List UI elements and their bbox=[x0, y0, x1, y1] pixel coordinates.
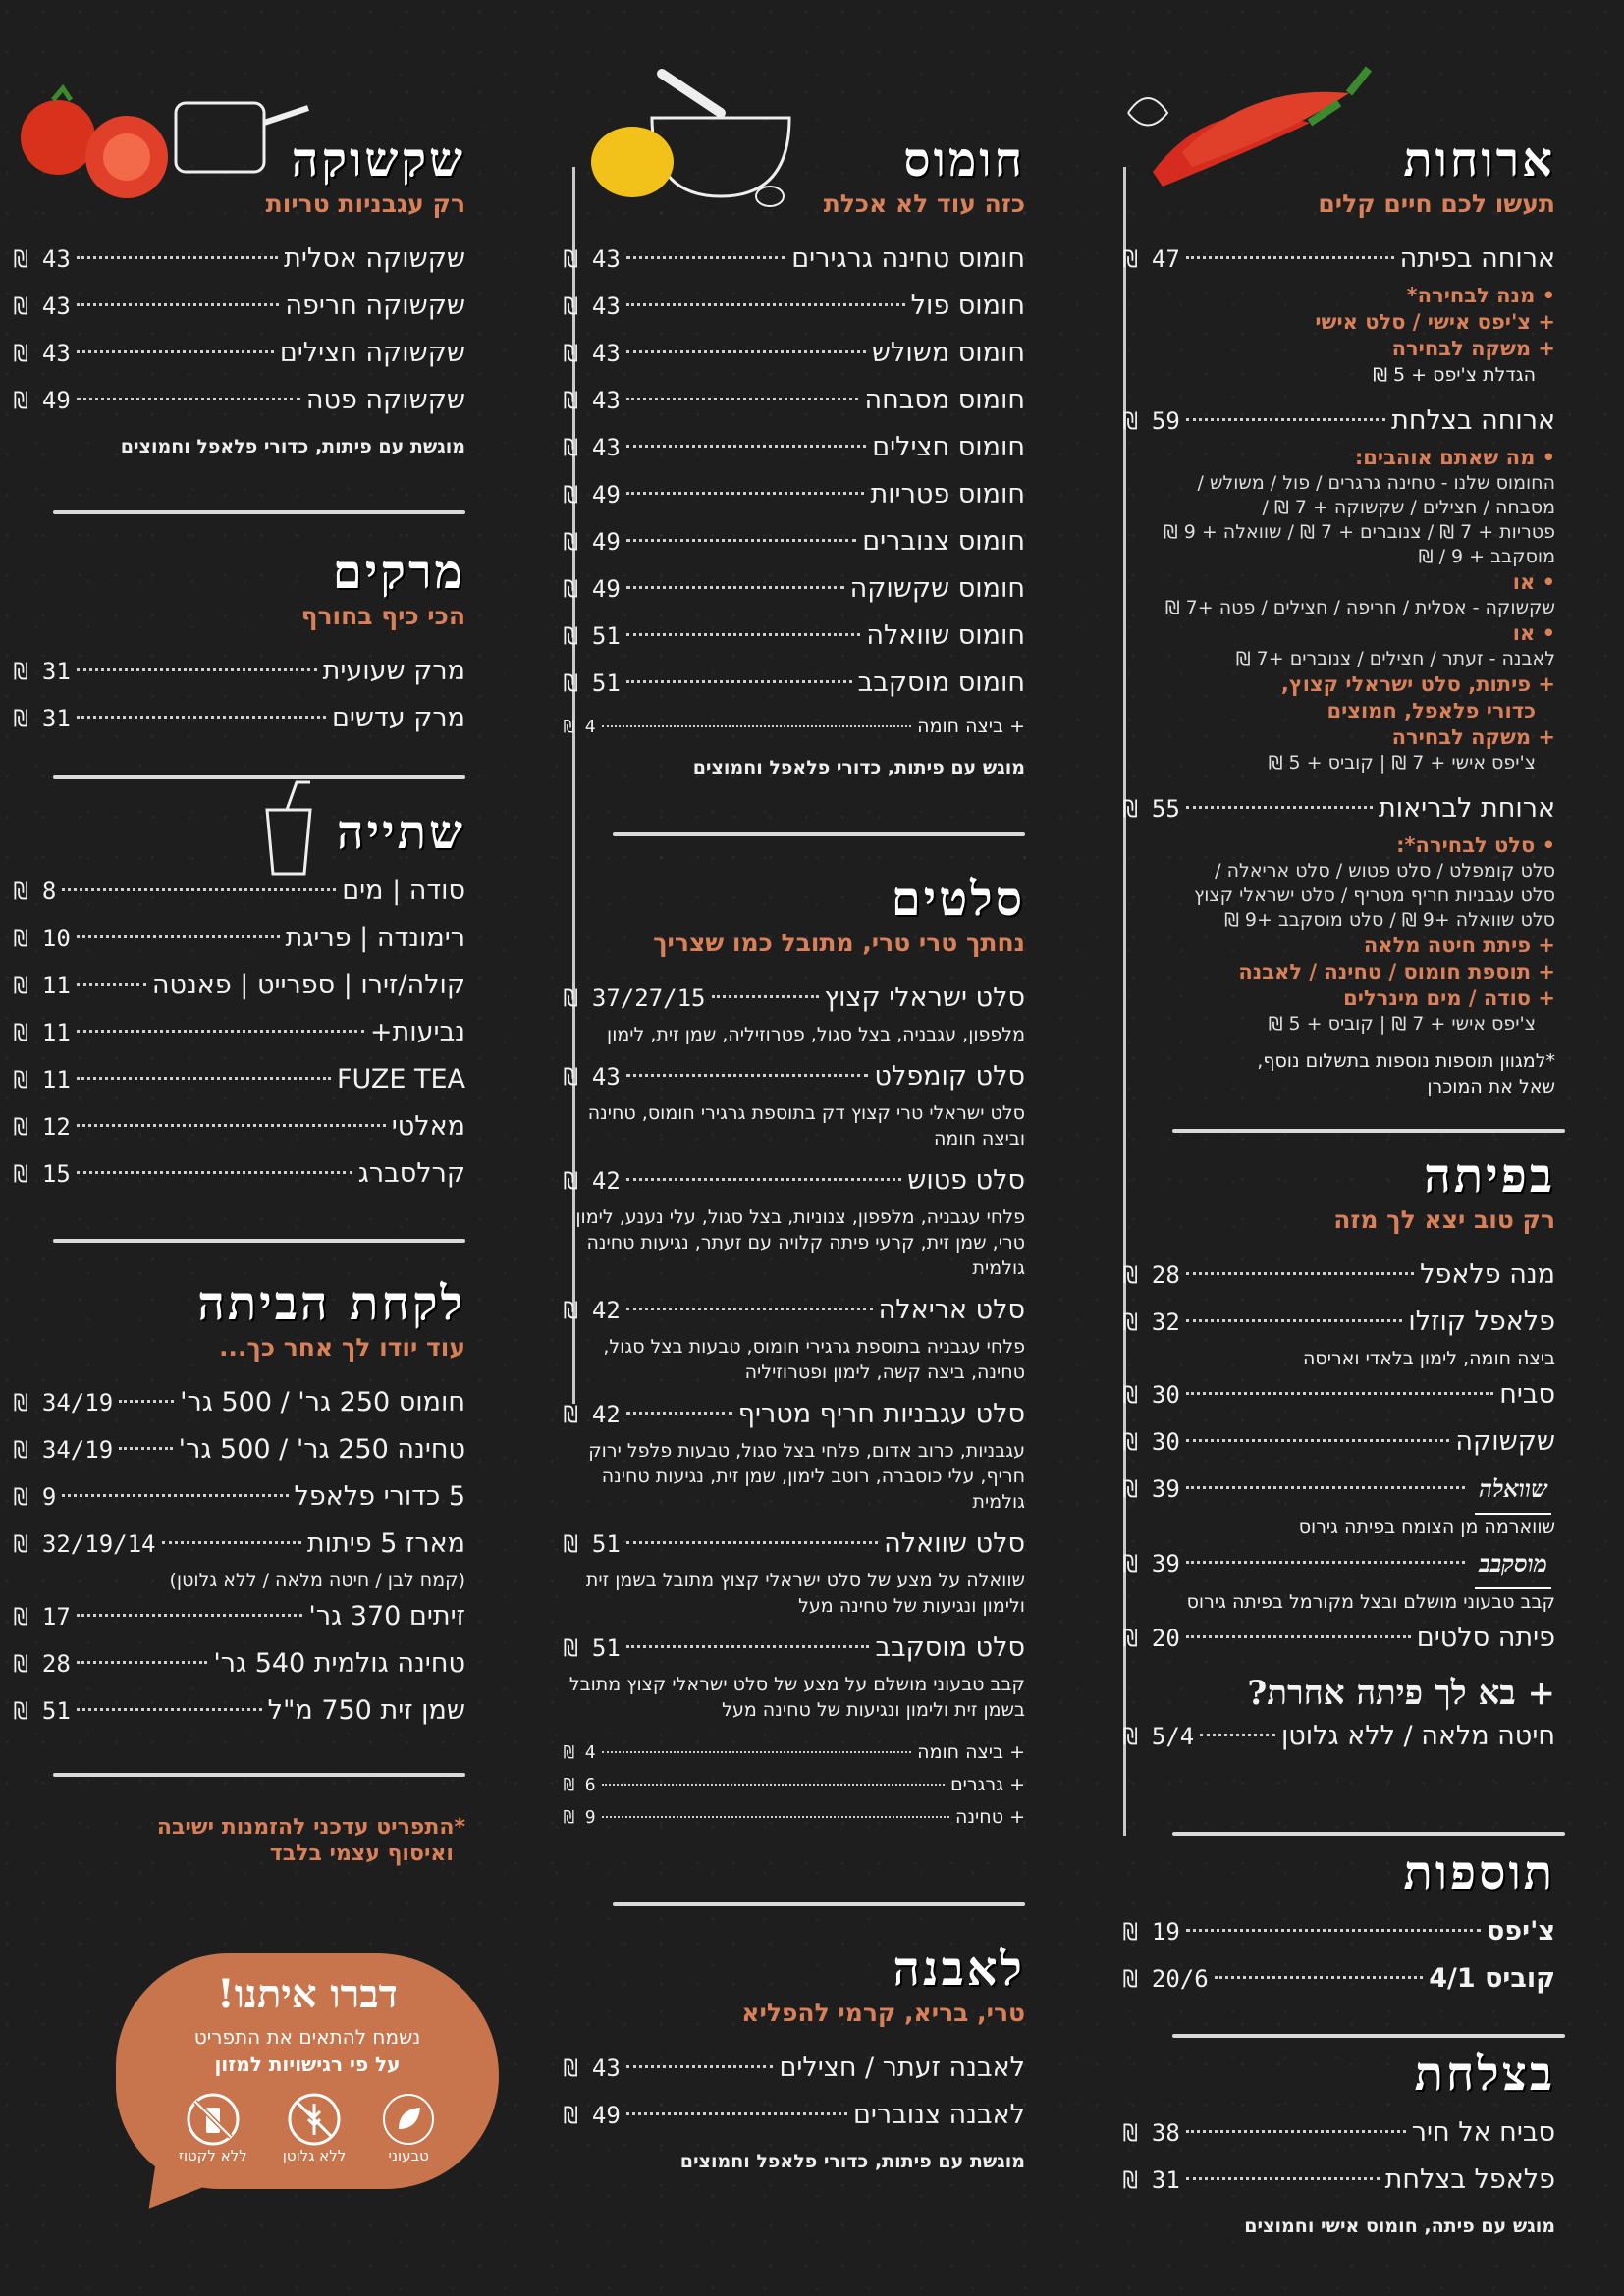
salads-section bbox=[564, 872, 1025, 1834]
item-name: חומוס טחינה גרגירים bbox=[791, 243, 1025, 274]
item-price: 49 ₪ bbox=[564, 528, 621, 556]
item-price: 43 ₪ bbox=[564, 434, 621, 461]
item-name: שקשוקה חריפה bbox=[285, 291, 465, 321]
item-price: 49 ₪ bbox=[564, 575, 621, 603]
item-name: ארוחה בפיתה bbox=[1399, 243, 1555, 274]
menu-item[interactable] bbox=[14, 1426, 465, 1473]
menu-item[interactable] bbox=[1123, 2109, 1555, 2157]
item-note: קבב טבעוני מושלם ובצל מקורמל בפיתה גירוס bbox=[1186, 1591, 1555, 1613]
item-name: + גרגרים bbox=[950, 1774, 1025, 1795]
menu-item[interactable] bbox=[14, 648, 465, 695]
menu-item[interactable] bbox=[14, 962, 465, 1009]
item-name: חומוס פול bbox=[910, 291, 1025, 321]
labane-title: לאבנה bbox=[893, 1942, 1025, 1997]
meal-option: + תוספת חומוס / טחינה / לאבנה bbox=[1238, 960, 1555, 984]
menu-item[interactable] bbox=[14, 868, 465, 915]
item-price: 19 ₪ bbox=[1123, 1918, 1180, 1946]
divider bbox=[53, 510, 465, 514]
labane-note: מוגשת עם פיתות, כדורי פלאפל וחמוצים bbox=[679, 2151, 1025, 2172]
menu-item[interactable] bbox=[564, 424, 1025, 471]
menu-item[interactable] bbox=[14, 1150, 465, 1198]
item-price: 9 ₪ bbox=[564, 1807, 596, 1828]
addon-item[interactable] bbox=[564, 707, 1025, 747]
menu-item[interactable] bbox=[564, 1391, 1025, 1438]
item-name: רימונדה | פריגת bbox=[285, 923, 465, 953]
item-name: ארוחת לבריאות bbox=[1379, 793, 1555, 824]
item-price: 39 ₪ bbox=[1123, 1550, 1180, 1577]
item-price: 43 ₪ bbox=[564, 387, 621, 414]
item-name: שמן זית 750 מ"ל bbox=[267, 1695, 465, 1726]
item-price: 11 ₪ bbox=[14, 1019, 71, 1046]
item-note: ביצה חומה, לימון בלאדי ואריסה bbox=[1302, 1348, 1555, 1369]
divider bbox=[613, 832, 1025, 836]
badge-label: טבעוני bbox=[388, 2147, 429, 2164]
menu-item[interactable] bbox=[14, 915, 465, 962]
item-name: חומוס שוואלה bbox=[866, 620, 1025, 651]
shakshuka-title: שקשוקה bbox=[291, 133, 465, 187]
footnote-line: *התפריט עדכני להזמנות ישיבה bbox=[156, 1815, 465, 1840]
item-price: 42 ₪ bbox=[564, 1401, 621, 1428]
meal-option: • או bbox=[1512, 621, 1555, 645]
item-price: 43 ₪ bbox=[564, 2055, 621, 2082]
item-price: 11 ₪ bbox=[14, 972, 71, 999]
item-name: מאלטי bbox=[391, 1111, 465, 1142]
item-price: 38 ₪ bbox=[1123, 2119, 1180, 2147]
item-name: + ביצה חומה bbox=[917, 716, 1025, 737]
item-name: פיתה סלטים bbox=[1416, 1623, 1555, 1653]
item-price: 31 ₪ bbox=[1123, 2166, 1180, 2194]
item-name: שקשוקה אסלית bbox=[284, 243, 465, 274]
meal-option: • או bbox=[1512, 570, 1555, 594]
meals-footnote: *למגוון תוספות נוספות בתשלום נוסף, שאל את המוכרן bbox=[1257, 1050, 1555, 1097]
item-price: 4 ₪ bbox=[564, 717, 596, 737]
menu-item[interactable] bbox=[1123, 1908, 1555, 1955]
divider bbox=[1172, 1129, 1565, 1133]
menu-item[interactable] bbox=[564, 613, 1025, 660]
gluten-free-badge bbox=[283, 2092, 346, 2164]
salads-title: סלטים bbox=[891, 872, 1025, 927]
item-name: סודה | מים bbox=[342, 876, 465, 906]
item-name: פלאפל קוזלו bbox=[1408, 1307, 1555, 1337]
item-name: סלט מוסקבב bbox=[875, 1632, 1025, 1663]
item-name: סלט אריאלה bbox=[878, 1295, 1025, 1325]
badge-label: ללא לקטוז bbox=[178, 2147, 247, 2164]
item-price: 32/19/14 ₪ bbox=[14, 1530, 156, 1558]
item-desc: קבב טבעוני מושלם על מצע של סלט ישראלי קצוץ מתובל בשמן זית ולימון ונגיעות של טחינה מעל bbox=[568, 1674, 1025, 1721]
drinks-title: שתייה bbox=[336, 805, 465, 860]
item-price: 30 ₪ bbox=[1123, 1381, 1180, 1409]
item-price: 10 ₪ bbox=[14, 925, 71, 952]
menu-item[interactable] bbox=[564, 236, 1025, 283]
menu-item[interactable] bbox=[1123, 1713, 1555, 1760]
item-price: 49 ₪ bbox=[564, 2102, 621, 2129]
divider bbox=[1172, 2034, 1565, 2038]
menu-item[interactable] bbox=[564, 330, 1025, 377]
item-name: חומוס מסבחה bbox=[864, 385, 1025, 415]
menu-item[interactable] bbox=[14, 1593, 465, 1640]
shakshuka-subtitle: רק עגבניות טריות bbox=[265, 189, 465, 218]
menu-item[interactable] bbox=[14, 377, 465, 424]
item-price: 34/19 ₪ bbox=[14, 1389, 114, 1416]
item-price: 30 ₪ bbox=[1123, 1428, 1180, 1456]
item-name: חומוס חצילים bbox=[872, 432, 1025, 462]
menu-item[interactable] bbox=[1123, 236, 1555, 283]
item-name: FUZE TEA bbox=[337, 1064, 465, 1095]
badge-label: ללא גלוטן bbox=[282, 2147, 347, 2164]
item-price: 43 ₪ bbox=[14, 340, 71, 367]
labane-section bbox=[564, 1942, 1025, 2174]
meal-option: + פיתות, סלט ישראלי קצוץ, bbox=[1280, 672, 1555, 696]
meal-line: פטריות + 7 ₪ / צנוברים + 7 ₪ / שוואלה + 9 ₪ bbox=[1163, 521, 1555, 543]
divider bbox=[53, 775, 465, 779]
soups-subtitle: הכי כיף בחורף bbox=[300, 602, 465, 630]
menu-item[interactable] bbox=[564, 565, 1025, 613]
menu-item[interactable] bbox=[14, 1687, 465, 1735]
item-name: שקשוקה חצילים bbox=[279, 338, 465, 368]
shakshuka-section bbox=[14, 133, 465, 459]
item-name: חומוס מוסקבב bbox=[857, 667, 1025, 698]
item-price: 20 ₪ bbox=[1123, 1625, 1180, 1652]
meal-option: • מנה לבחירה* bbox=[1406, 284, 1555, 307]
item-name: סלט ישראלי קצוץ bbox=[824, 983, 1025, 1013]
item-name: מוסקבב bbox=[1475, 1540, 1551, 1589]
item-name: חומוס שקשוקה bbox=[849, 573, 1025, 604]
item-name: מארז 5 פיתות bbox=[306, 1528, 465, 1559]
pita-subtitle: רק טוב יצא לך מזה bbox=[1333, 1205, 1555, 1234]
hummus-title: חומוס bbox=[903, 133, 1025, 187]
item-name: צ'יפס bbox=[1487, 1916, 1555, 1947]
divider bbox=[613, 1902, 1025, 1906]
item-desc: עגבניות, כרוב אדום, פלחי בצל סגול, טבעות פלפל ירוק חריף, עלי כוסברה, רוטב לימון, שמן זית, נגיעות טחינה גולמית bbox=[588, 1440, 1025, 1513]
extras-section bbox=[1123, 1845, 1555, 2002]
item-price: 55 ₪ bbox=[1123, 795, 1180, 823]
item-name: סלט פטוש bbox=[907, 1165, 1025, 1196]
item-desc: סלט ישראלי טרי קצוץ דק בתוספת גרגירי חומוס, טחינה וביצה חומה bbox=[587, 1102, 1025, 1149]
item-price: 6 ₪ bbox=[564, 1775, 596, 1795]
meal-option: + סודה / מים מינרלים bbox=[1343, 987, 1555, 1010]
meal-line: מסבחה / חצילים / שקשוקה + 7 ₪ / bbox=[1262, 497, 1555, 518]
item-price: 37/27/15 ₪ bbox=[564, 985, 706, 1012]
bubble-title: דברו איתנו! bbox=[217, 1971, 398, 2017]
item-price: 15 ₪ bbox=[14, 1160, 71, 1188]
takehome-subtitle: עוד יודו לך אחר כך... bbox=[218, 1333, 465, 1362]
extras-title: תוספות bbox=[1403, 1845, 1555, 1900]
menu-item[interactable] bbox=[564, 518, 1025, 565]
menu-item[interactable] bbox=[14, 1009, 465, 1056]
item-price: 43 ₪ bbox=[564, 340, 621, 367]
item-price: 51 ₪ bbox=[564, 1634, 621, 1662]
item-price: 12 ₪ bbox=[14, 1113, 71, 1141]
meal-line: לאבנה - זעתר / חצילים / צנוברים +7 ₪ bbox=[1235, 648, 1555, 669]
item-name: סביח bbox=[1499, 1379, 1555, 1410]
vegan-badge bbox=[381, 2092, 436, 2164]
item-price: 9 ₪ bbox=[14, 1483, 57, 1511]
menu-item[interactable] bbox=[564, 377, 1025, 424]
meal-option: + משקה לבחירה bbox=[1391, 725, 1555, 749]
item-price: 43 ₪ bbox=[14, 293, 71, 320]
item-name: טחינה גולמית 540 גר' bbox=[213, 1648, 465, 1679]
menu-item[interactable] bbox=[564, 1157, 1025, 1204]
meal-line: סלט קומפלט / סלט פטוש / סלט אריאלה / bbox=[1215, 860, 1555, 881]
item-price: 51 ₪ bbox=[14, 1697, 71, 1725]
menu-item[interactable] bbox=[564, 1287, 1025, 1334]
item-price: 39 ₪ bbox=[1123, 1475, 1180, 1503]
takehome-section bbox=[14, 1276, 465, 1735]
menu-item[interactable] bbox=[1123, 1540, 1555, 1589]
item-price: 51 ₪ bbox=[564, 622, 621, 650]
menu-item[interactable] bbox=[564, 471, 1025, 518]
meal-line: שקשוקה - אסלית / חריפה / חצילים / פטה +7 ₪ bbox=[1164, 597, 1555, 618]
menu-item[interactable] bbox=[14, 1103, 465, 1150]
item-desc: שוואלה על מצע של סלט ישראלי קצוץ מתובל בשמן זית ולימון ונגיעות של טחינה מעל bbox=[585, 1570, 1025, 1617]
menu-item[interactable] bbox=[14, 330, 465, 377]
item-name: סלט עגבניות חריף מטריף bbox=[737, 1399, 1025, 1429]
menu-item[interactable] bbox=[14, 236, 465, 283]
menu-item[interactable] bbox=[564, 2092, 1025, 2139]
item-name: חומוס 250 גר' / 500 גר' bbox=[180, 1387, 465, 1417]
meal-option: • סלט לבחירה*: bbox=[1396, 833, 1555, 857]
item-name: 5 כדורי פלאפל bbox=[294, 1481, 465, 1512]
item-price: 49 ₪ bbox=[564, 481, 621, 508]
item-name: טחינה 250 גר' / 500 גר' bbox=[178, 1434, 465, 1465]
item-note: (קמח לבן / חיטה מלאה / ללא גלוטן) bbox=[169, 1570, 465, 1591]
item-name: חיטה מלאה / ללא גלוטן bbox=[1280, 1721, 1555, 1751]
item-name: + ביצה חומה bbox=[917, 1741, 1025, 1763]
item-name: סלט קומפלט bbox=[874, 1061, 1025, 1092]
item-price: 43 ₪ bbox=[14, 245, 71, 273]
menu-item[interactable] bbox=[1123, 1615, 1555, 1662]
item-name: ארוחה בצלחת bbox=[1391, 405, 1555, 436]
item-name: שוואלה bbox=[1475, 1466, 1551, 1515]
menu-item[interactable] bbox=[14, 1379, 465, 1426]
meal-line: החומוס שלנו - טחינה גרגרים / פול / משולש / bbox=[1197, 472, 1555, 494]
meal-line: סלט שוואלה +9 ₪ / סלט מוסקבב +9 ₪ bbox=[1223, 909, 1555, 931]
meals-title: ארוחות bbox=[1403, 133, 1555, 187]
item-price: 28 ₪ bbox=[14, 1650, 71, 1678]
hummus-note: מוגש עם פיתות, כדורי פלאפל וחמוצים bbox=[692, 757, 1025, 778]
bubble-line: נשמח להתאים את התפריט bbox=[193, 2025, 421, 2049]
meal-note: הגדלת צ'יפס + 5 ₪ bbox=[1373, 364, 1536, 386]
menu-item[interactable] bbox=[1123, 2157, 1555, 2204]
meal-option: + פיתת חיטה מלאה bbox=[1363, 934, 1555, 957]
item-price: 5/4 ₪ bbox=[1123, 1723, 1195, 1750]
item-price: 51 ₪ bbox=[564, 1530, 621, 1558]
item-note: שווארמה מן הצומח בפיתה גירוס bbox=[1298, 1517, 1555, 1538]
item-name: נביעות+ bbox=[369, 1017, 465, 1047]
item-price: 43 ₪ bbox=[564, 245, 621, 273]
item-name: + טחינה bbox=[955, 1806, 1025, 1828]
meal-line: מוסקבב + 9 / ₪ bbox=[1418, 546, 1555, 567]
item-price: 31 ₪ bbox=[14, 658, 71, 685]
bubble-line: על פי רגישויות למזון bbox=[214, 2053, 401, 2076]
addon-item[interactable] bbox=[564, 1769, 1025, 1801]
drinks-section bbox=[14, 805, 465, 1198]
menu-item[interactable] bbox=[1123, 1418, 1555, 1466]
menu-item[interactable] bbox=[1123, 1371, 1555, 1418]
salads-subtitle: נחתך טרי טרי, מתובל כמו שצריך bbox=[653, 929, 1025, 957]
no-milk-icon bbox=[186, 2092, 241, 2147]
item-price: 49 ₪ bbox=[14, 387, 71, 414]
item-name: זיתים 370 גר' bbox=[308, 1601, 465, 1631]
lactose-free-badge bbox=[179, 2092, 247, 2164]
item-price: 43 ₪ bbox=[564, 293, 621, 320]
menu-item[interactable] bbox=[1123, 1466, 1555, 1515]
item-price: 4 ₪ bbox=[564, 1742, 596, 1763]
takehome-title: לקחת הביתה bbox=[197, 1276, 465, 1331]
menu-item[interactable] bbox=[1123, 398, 1555, 445]
meal-option: + צ'יפס אישי / סלט אישי bbox=[1315, 310, 1555, 334]
addon-item[interactable] bbox=[564, 1801, 1025, 1834]
item-price: 51 ₪ bbox=[564, 669, 621, 697]
menu-item[interactable] bbox=[1123, 1955, 1555, 2002]
item-desc: פלחי עגבניה בתוספת גרגירי חומוס, טבעות בצל סגול, טחינה, ביצה קשה, לימון ופטרוזיליה bbox=[603, 1336, 1025, 1383]
item-name: לאבנה צנוברים bbox=[852, 2100, 1025, 2130]
menu-item[interactable] bbox=[1123, 1299, 1555, 1346]
item-name: שקשוקה פטה bbox=[305, 385, 465, 415]
meal-option: • מה שאתם אוהבים: bbox=[1354, 446, 1555, 469]
menu-item[interactable] bbox=[1123, 1252, 1555, 1299]
item-name: קולה/זירו | ספרייט | פאנטה bbox=[151, 970, 465, 1000]
item-name: מרק שעועית bbox=[322, 656, 465, 686]
menu-item[interactable] bbox=[564, 975, 1025, 1022]
contact-bubble bbox=[116, 1953, 499, 2189]
item-price: 31 ₪ bbox=[14, 705, 71, 732]
labane-subtitle: טרי, בריא, קרמי להפליא bbox=[741, 1999, 1025, 2027]
other-pita-title: + בא לך פיתה אחרת? bbox=[1247, 1674, 1555, 1713]
meals-subtitle: תעשו לכם חיים קלים bbox=[1318, 189, 1555, 218]
meals-section bbox=[1123, 133, 1555, 1099]
item-name: קרלסברג bbox=[357, 1158, 465, 1189]
meal-line: צ'יפס אישי + 7 ₪ | קוביס + 5 ₪ bbox=[1268, 1013, 1536, 1035]
meal-line: צ'יפס אישי + 7 ₪ | קוביס + 5 ₪ bbox=[1268, 752, 1536, 774]
menu-item[interactable] bbox=[564, 1053, 1025, 1100]
hummus-subtitle: כזה עוד לא אכלת bbox=[823, 189, 1025, 218]
item-price: 43 ₪ bbox=[564, 1063, 621, 1091]
pita-title: בפיתה bbox=[1424, 1148, 1555, 1203]
plate-title: בצלחת bbox=[1414, 2047, 1555, 2102]
menu-item[interactable] bbox=[14, 695, 465, 742]
menu-item[interactable] bbox=[14, 1056, 465, 1103]
item-name: לאבנה זעתר / חצילים bbox=[779, 2053, 1025, 2083]
plate-note: מוגש עם פיתה, חומוס אישי וחמוצים bbox=[1244, 2216, 1555, 2237]
item-name: מנה פלאפל bbox=[1420, 1259, 1555, 1290]
item-price: 17 ₪ bbox=[14, 1603, 71, 1630]
item-desc: פלחי עגבניה, מלפפון, צנוניות, בצל סגול, עלי נענע, לימון טרי, שמן זית, קרעי פיתה קלויה עם זעתר, נגיעות טחינה גולמית bbox=[575, 1206, 1025, 1279]
menu-item[interactable] bbox=[1123, 785, 1555, 832]
footnote-line: ואיסוף עצמי בלבד bbox=[269, 1842, 454, 1866]
item-price: 42 ₪ bbox=[564, 1297, 621, 1324]
menu-item[interactable] bbox=[14, 1521, 465, 1568]
plate-section bbox=[1123, 2047, 1555, 2239]
item-price: 8 ₪ bbox=[14, 878, 57, 905]
item-price: 42 ₪ bbox=[564, 1167, 621, 1195]
item-name: חומוס צנוברים bbox=[862, 526, 1025, 557]
item-price: 32 ₪ bbox=[1123, 1308, 1180, 1336]
hummus-section bbox=[564, 133, 1025, 780]
item-name: פלאפל בצלחת bbox=[1384, 2164, 1555, 2195]
menu-item[interactable] bbox=[564, 2045, 1025, 2092]
shakshuka-note: מוגשת עם פיתות, כדורי פלאפל וחמוצים bbox=[120, 436, 465, 457]
menu-item[interactable] bbox=[14, 1473, 465, 1521]
divider bbox=[53, 1239, 465, 1243]
leaf-icon bbox=[381, 2092, 436, 2147]
menu-item[interactable] bbox=[564, 1521, 1025, 1568]
item-price: 59 ₪ bbox=[1123, 407, 1180, 435]
item-name: חומוס פטריות bbox=[870, 479, 1025, 509]
item-price: 34/19 ₪ bbox=[14, 1436, 114, 1464]
item-price: 47 ₪ bbox=[1123, 245, 1180, 273]
addon-item[interactable] bbox=[564, 1736, 1025, 1769]
no-gluten-icon bbox=[287, 2092, 342, 2147]
menu-item[interactable] bbox=[564, 660, 1025, 707]
takehome-footnote bbox=[157, 1814, 465, 1867]
divider bbox=[53, 1773, 465, 1777]
soups-section bbox=[14, 545, 465, 742]
pita-section bbox=[1123, 1148, 1555, 1760]
item-price: 28 ₪ bbox=[1123, 1261, 1180, 1289]
menu-item[interactable] bbox=[14, 283, 465, 330]
menu-item[interactable] bbox=[14, 1640, 465, 1687]
soups-title: מרקים bbox=[332, 545, 465, 600]
item-name: סביח אל חיר bbox=[1411, 2117, 1555, 2148]
item-name: סלט שוואלה bbox=[884, 1528, 1025, 1559]
meal-option: + משקה לבחירה bbox=[1391, 337, 1555, 360]
item-name: שקשוקה bbox=[1455, 1426, 1555, 1457]
menu-item[interactable] bbox=[564, 1625, 1025, 1672]
item-name: קוביס 4/1 bbox=[1429, 1963, 1555, 1994]
item-name: מרק עדשים bbox=[331, 703, 465, 733]
item-price: 20/6 ₪ bbox=[1123, 1965, 1209, 1993]
meal-line: סלט עגבניות חריף מטריף / סלט ישראלי קצוץ bbox=[1193, 884, 1555, 906]
item-price: 11 ₪ bbox=[14, 1066, 71, 1094]
item-name: חומוס משולש bbox=[871, 338, 1025, 368]
divider bbox=[1172, 1832, 1565, 1836]
item-desc: מלפפון, עגבניה, בצל סגול, פטרוזיליה, שמן זית, לימון bbox=[607, 1024, 1025, 1045]
meal-option: כדורי פלאפל, חמוצים bbox=[1326, 699, 1536, 722]
menu-item[interactable] bbox=[564, 283, 1025, 330]
